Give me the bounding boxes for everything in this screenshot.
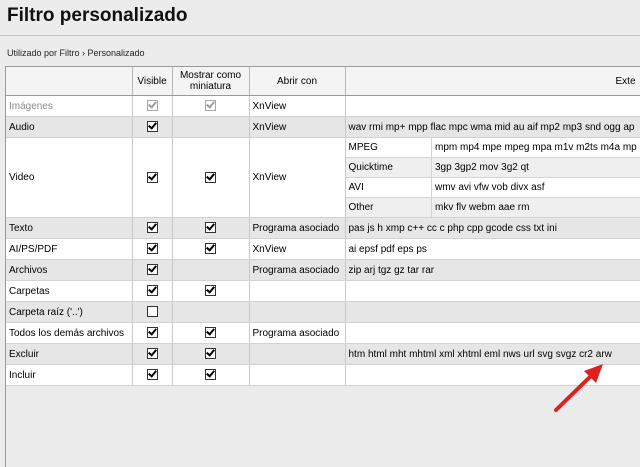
visible-checkbox[interactable] bbox=[147, 285, 158, 296]
open-with-cell[interactable]: XnView bbox=[249, 96, 345, 117]
breadcrumb: Utilizado por Filtro › Personalizado bbox=[7, 48, 145, 58]
thumbnail-checkbox[interactable] bbox=[205, 369, 216, 380]
table-row[interactable] bbox=[6, 218, 640, 239]
visible-checkbox[interactable] bbox=[147, 100, 158, 111]
title-divider bbox=[0, 35, 640, 36]
thumbnail-checkbox[interactable] bbox=[205, 285, 216, 296]
extensions-cell[interactable]: htm html mht mhtml xml xhtml eml nws url svg svgz cr2 arw bbox=[345, 344, 640, 365]
thumbnail-cell bbox=[172, 260, 249, 281]
row-name: Texto bbox=[6, 218, 132, 239]
visible-cell bbox=[132, 302, 172, 323]
open-with-cell[interactable] bbox=[249, 281, 345, 302]
visible-checkbox[interactable] bbox=[147, 306, 158, 317]
visible-cell bbox=[132, 218, 172, 239]
subtype-row[interactable] bbox=[346, 158, 640, 178]
extensions-cell[interactable] bbox=[345, 302, 640, 323]
subtype-name: AVI bbox=[346, 178, 432, 198]
visible-cell bbox=[132, 239, 172, 260]
thumbnail-cell bbox=[172, 218, 249, 239]
header-name[interactable] bbox=[6, 67, 132, 96]
thumbnail-checkbox[interactable] bbox=[205, 222, 216, 233]
row-name: Carpetas bbox=[6, 281, 132, 302]
subtype-name: Quicktime bbox=[346, 158, 432, 178]
table-row[interactable] bbox=[6, 96, 640, 117]
subtype-name: Other bbox=[346, 198, 432, 218]
thumbnail-cell bbox=[172, 365, 249, 386]
table-row[interactable] bbox=[6, 302, 640, 323]
visible-checkbox[interactable] bbox=[147, 222, 158, 233]
subtype-extensions[interactable]: mpm mp4 mpe mpeg mpa m1v m2ts m4a mp bbox=[432, 138, 640, 158]
thumbnail-checkbox[interactable] bbox=[205, 172, 216, 183]
thumbnail-cell bbox=[172, 96, 249, 117]
extensions-cell[interactable] bbox=[345, 323, 640, 344]
table-row[interactable] bbox=[6, 344, 640, 365]
open-with-cell[interactable]: Programa asociado bbox=[249, 218, 345, 239]
extensions-cell[interactable]: zip arj tgz gz tar rar bbox=[345, 260, 640, 281]
extensions-cell[interactable]: wav rmi mp+ mpp flac mpc wma mid au aif mp2 mp3 snd ogg ap bbox=[345, 117, 640, 138]
thumbnail-cell bbox=[172, 323, 249, 344]
visible-cell bbox=[132, 365, 172, 386]
row-name: Archivos bbox=[6, 260, 132, 281]
visible-cell bbox=[132, 323, 172, 344]
subtype-row[interactable] bbox=[346, 178, 640, 198]
filter-table bbox=[6, 67, 640, 386]
header-visible[interactable]: Visible bbox=[132, 67, 172, 96]
thumbnail-checkbox[interactable] bbox=[205, 348, 216, 359]
table-row[interactable] bbox=[6, 365, 640, 386]
video-subtypes-table bbox=[346, 138, 640, 217]
visible-cell bbox=[132, 344, 172, 365]
header-thumbnail[interactable]: Mostrar como miniatura bbox=[172, 67, 249, 96]
video-subtypes-cell bbox=[345, 138, 640, 218]
open-with-cell[interactable]: XnView bbox=[249, 117, 345, 138]
visible-checkbox[interactable] bbox=[147, 348, 158, 359]
table-row[interactable] bbox=[6, 239, 640, 260]
thumbnail-cell bbox=[172, 344, 249, 365]
thumbnail-cell bbox=[172, 302, 249, 323]
open-with-cell[interactable] bbox=[249, 365, 345, 386]
visible-checkbox[interactable] bbox=[147, 121, 158, 132]
thumbnail-cell bbox=[172, 281, 249, 302]
row-name: Excluir bbox=[6, 344, 132, 365]
filter-grid bbox=[5, 66, 640, 467]
subtype-row[interactable] bbox=[346, 198, 640, 218]
extensions-cell[interactable]: pas js h xmp c++ cc c php cpp gcode css txt ini bbox=[345, 218, 640, 239]
row-name: Incluir bbox=[6, 365, 132, 386]
subtype-row[interactable] bbox=[346, 138, 640, 158]
row-name: AI/PS/PDF bbox=[6, 239, 132, 260]
header-row bbox=[6, 67, 640, 96]
header-extensions[interactable]: Exte bbox=[345, 67, 640, 96]
row-name: Audio bbox=[6, 117, 132, 138]
extensions-cell[interactable]: ai epsf pdf eps ps bbox=[345, 239, 640, 260]
thumbnail-checkbox[interactable] bbox=[205, 327, 216, 338]
extensions-cell[interactable] bbox=[345, 281, 640, 302]
page-title: Filtro personalizado bbox=[7, 5, 188, 27]
table-row[interactable] bbox=[6, 323, 640, 344]
header-open-with[interactable]: Abrir con bbox=[249, 67, 345, 96]
open-with-cell[interactable] bbox=[249, 302, 345, 323]
thumbnail-cell bbox=[172, 239, 249, 260]
table-row[interactable] bbox=[6, 281, 640, 302]
thumbnail-cell bbox=[172, 117, 249, 138]
row-name: Carpeta raíz ('..') bbox=[6, 302, 132, 323]
open-with-cell[interactable]: XnView bbox=[249, 239, 345, 260]
subtype-name: MPEG bbox=[346, 138, 432, 158]
subtype-extensions[interactable]: wmv avi vfw vob divx asf bbox=[432, 178, 640, 198]
thumbnail-checkbox[interactable] bbox=[205, 243, 216, 254]
visible-cell bbox=[132, 260, 172, 281]
open-with-cell[interactable] bbox=[249, 344, 345, 365]
extensions-cell[interactable] bbox=[345, 365, 640, 386]
visible-cell bbox=[132, 117, 172, 138]
open-with-cell[interactable]: Programa asociado bbox=[249, 260, 345, 281]
subtype-extensions[interactable]: mkv flv webm aae rm bbox=[432, 198, 640, 218]
extensions-cell[interactable] bbox=[345, 96, 640, 117]
open-with-cell[interactable]: XnView bbox=[249, 138, 345, 218]
visible-checkbox[interactable] bbox=[147, 327, 158, 338]
table-row[interactable] bbox=[6, 117, 640, 138]
visible-checkbox[interactable] bbox=[147, 243, 158, 254]
row-name: Imágenes bbox=[6, 96, 132, 117]
visible-cell bbox=[132, 281, 172, 302]
open-with-cell[interactable]: Programa asociado bbox=[249, 323, 345, 344]
visible-checkbox[interactable] bbox=[147, 369, 158, 380]
row-name: Todos los demás archivos bbox=[6, 323, 132, 344]
table-row[interactable] bbox=[6, 138, 640, 218]
row-name: Video bbox=[6, 138, 132, 218]
subtype-extensions[interactable]: 3gp 3gp2 mov 3g2 qt bbox=[432, 158, 640, 178]
visible-cell bbox=[132, 96, 172, 117]
visible-checkbox[interactable] bbox=[147, 172, 158, 183]
visible-checkbox[interactable] bbox=[147, 264, 158, 275]
thumbnail-checkbox[interactable] bbox=[205, 100, 216, 111]
thumbnail-cell bbox=[172, 138, 249, 218]
table-row[interactable] bbox=[6, 260, 640, 281]
visible-cell bbox=[132, 138, 172, 218]
